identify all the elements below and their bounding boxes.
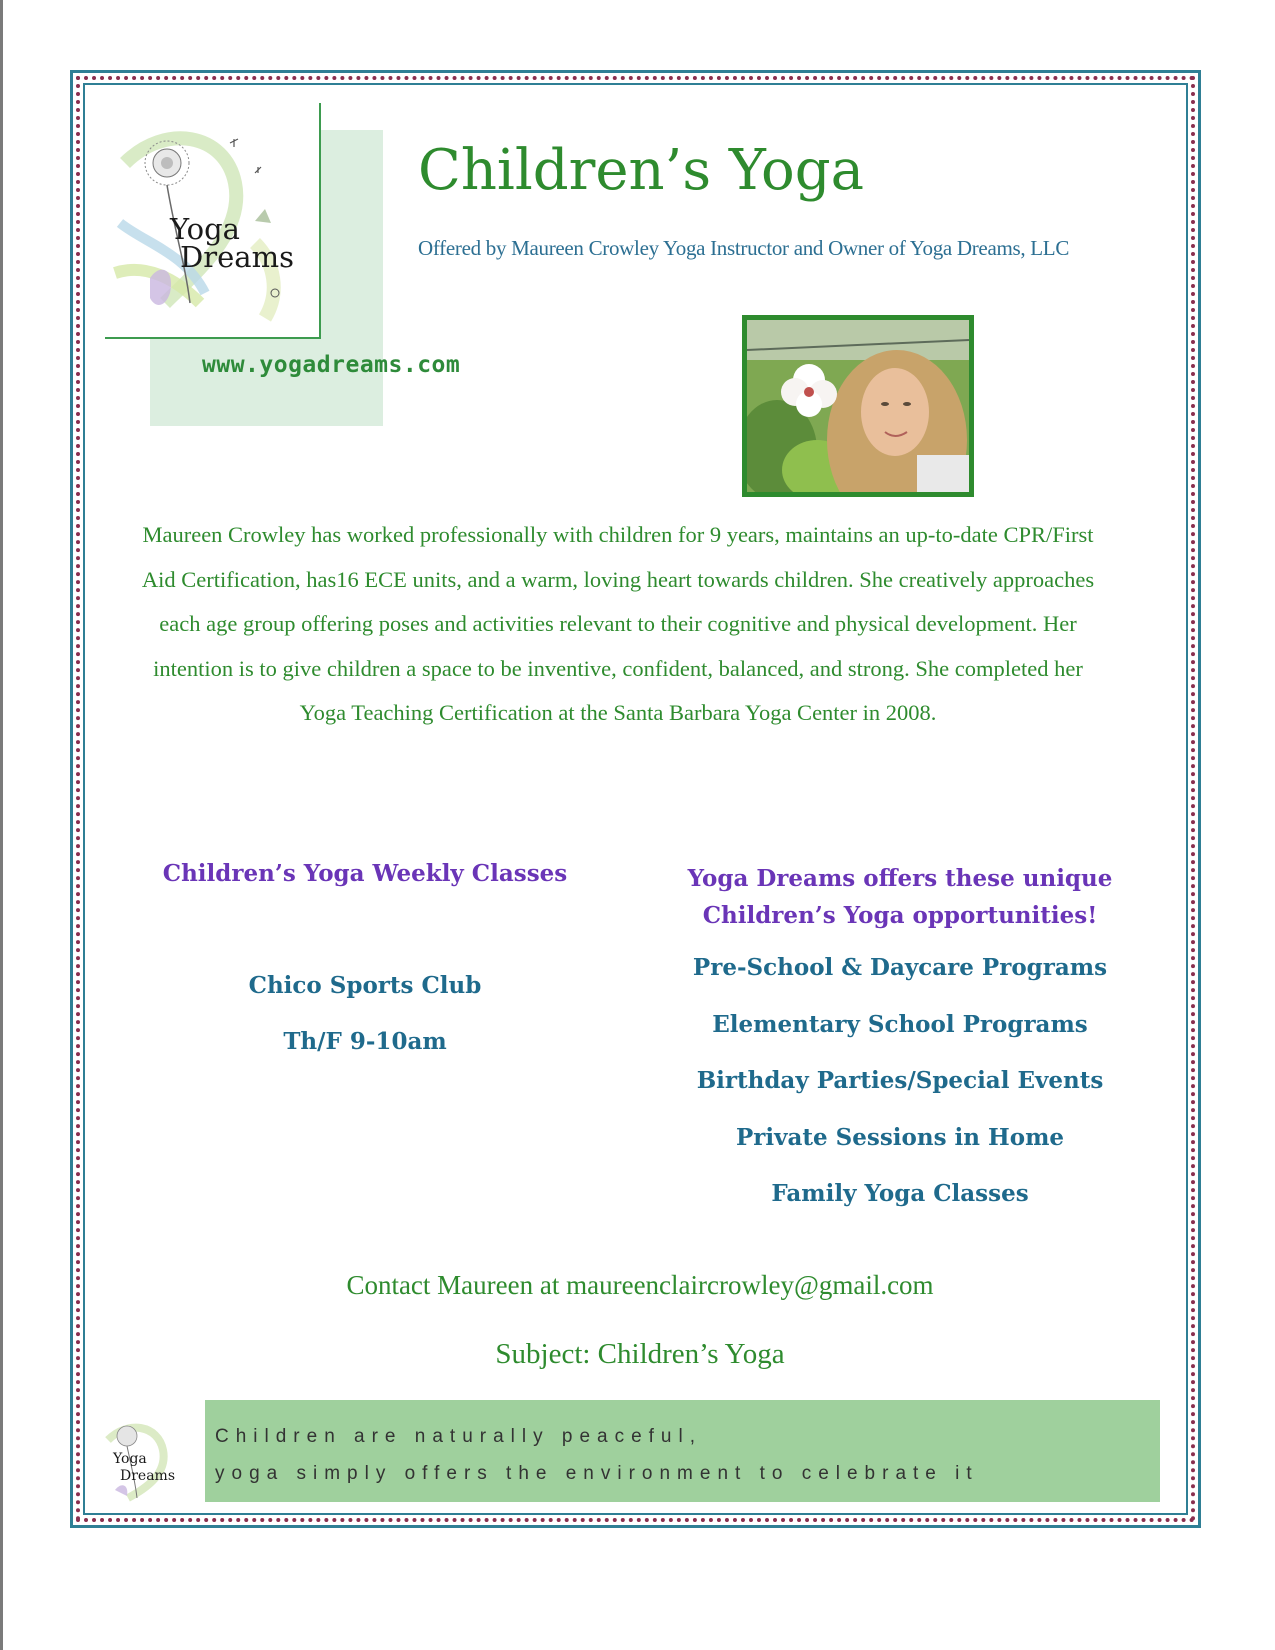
small-logo-text-dreams: Dreams: [120, 1468, 176, 1484]
contact-line: Contact Maureen at maureenclaircrowley@gmail.com: [346, 1270, 934, 1300]
list-item: Family Yoga Classes: [771, 1180, 1029, 1207]
page-title: Children’s Yoga: [418, 138, 864, 203]
quote-line-2: yoga simply offers the environment to celebrate it: [215, 1463, 979, 1484]
offers-list: [640, 953, 1160, 1236]
page-subtitle: Offered by Maureen Crowley Yoga Instructor and Owner of Yoga Dreams, LLC: [418, 236, 1070, 260]
small-logo-text-yoga: Yoga: [113, 1451, 147, 1467]
logo-text-yoga: Yoga: [170, 212, 240, 246]
class-time: Th/F 9-10am: [283, 1028, 447, 1055]
instructor-photo: [742, 315, 974, 497]
list-item: Elementary School Programs: [712, 1010, 1088, 1038]
class-venue: Chico Sports Club: [248, 972, 482, 999]
yoga-dreams-logo: [105, 103, 321, 339]
list-item: Pre-School & Daycare Programs: [692, 954, 1108, 981]
offers-heading: [640, 860, 1160, 934]
logo-text-dreams: Dreams: [180, 240, 294, 274]
offers-heading-line2: Children’s Yoga opportunities!: [702, 902, 1098, 929]
instructor-bio: Maureen Crowley has worked professionally with children for 9 years, maintains an up-to-date CPR/First Aid Certification, has16 ECE units, and a warm, loving heart towards children. She creatively approaches each age group offering poses and activities relevant to their cognitive and physical development. Her intention is to give children a space to be inventive, confident, balanced, and strong. She completed her Yoga Teaching Certification at the Santa Barbara Yoga Center in 2008.: [141, 522, 1095, 725]
website-link[interactable]: www.yogadreams.com: [202, 352, 461, 378]
list-item: Birthday Parties/Special Events: [696, 1067, 1104, 1094]
quote-line-1: Children are naturally peaceful,: [215, 1426, 702, 1447]
weekly-classes-heading: Children’s Yoga Weekly Classes: [162, 860, 568, 887]
quote-box: [205, 1400, 1160, 1502]
page-edge: [0, 0, 3, 1650]
list-item: Private Sessions in Home: [735, 1123, 1065, 1151]
offers-heading-line1: Yoga Dreams offers these unique: [687, 865, 1113, 892]
subject-line: Subject: Children’s Yoga: [495, 1338, 785, 1370]
